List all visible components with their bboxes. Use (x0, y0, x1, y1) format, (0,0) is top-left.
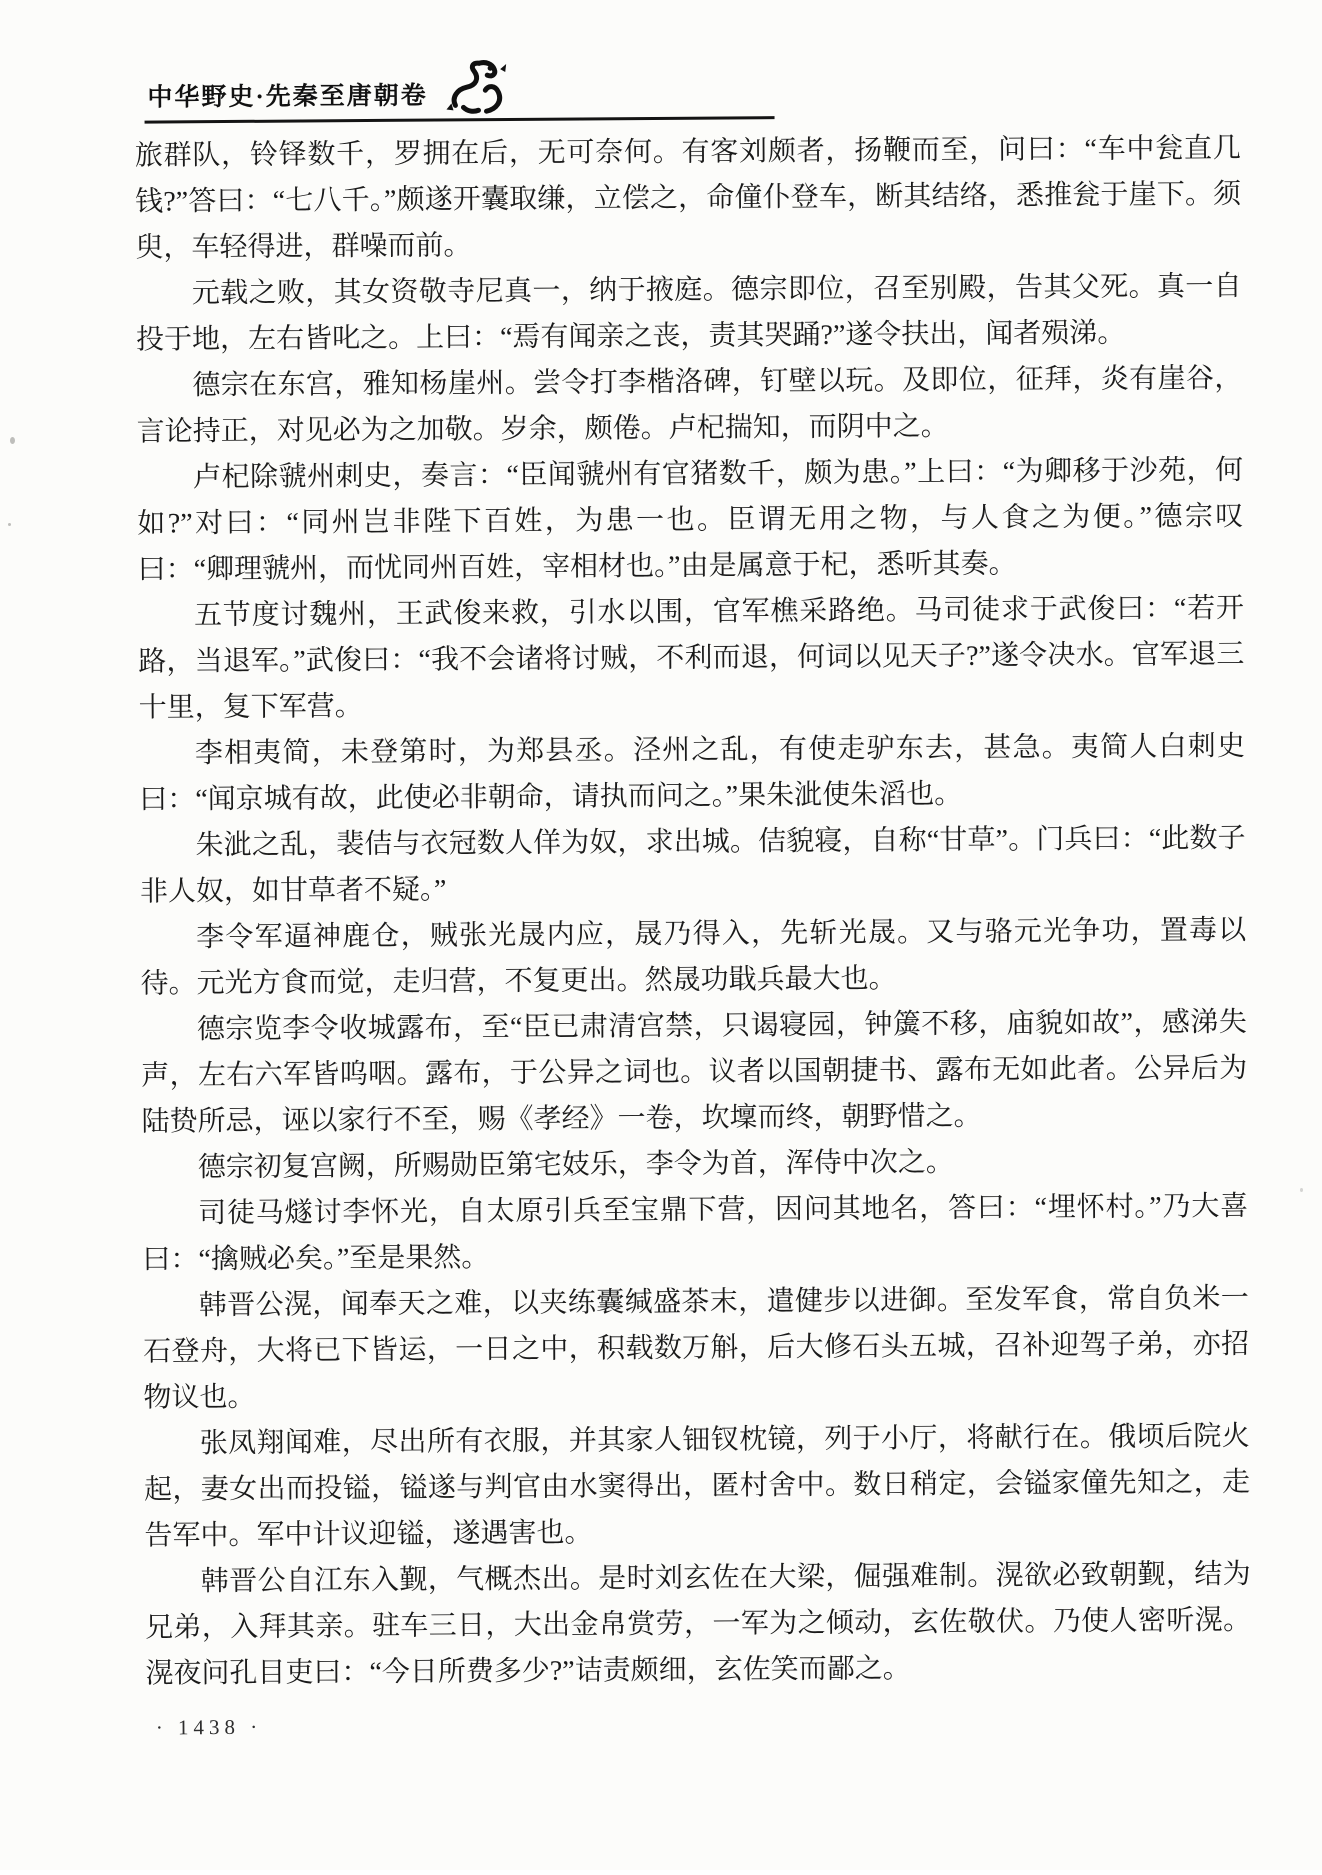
page-header (147, 69, 508, 120)
scan-speck (10, 437, 15, 444)
paragraph: 韩晋公滉，闻奉天之难，以夹练囊缄盛茶末，遣健步以进御。至发军食，常自负米一石登舟，大将已下皆运，一日之中，积载数万斛，后大修石头五城，召补迎驾子弟，亦招物议也。 (143, 1282, 1250, 1414)
paragraph: 德宗初复宫阙，所赐勋臣第宅妓乐，李令为首，浑侍中次之。 (197, 1146, 954, 1184)
scan-speck (8, 523, 11, 526)
paragraph: 旅群队，铃铎数千，罗拥在后，无可奈何。有客刘颇者，扬鞭而至，问曰：“车中瓮直几钱?”答曰：“七八千。”颇遂开囊取缣，立偿之，命僮仆登车，断其结络，悉推瓮于崖下。须臾，车轻得进，群噪而前。 (134, 132, 1242, 264)
paragraph: 元载之败，其女资敬寺尼真一，纳于掖庭。德宗即位，召至别殿，告其父死。真一自投于地，左右皆叱之。上曰：“焉有闻亲之丧，责其哭踊?”遂令扶出，闻者殒涕。 (135, 270, 1242, 356)
paragraph: 朱泚之乱，裴佶与衣冠数人佯为奴，求出城。佶貌寝，自称“甘草”。门兵曰：“此数子非人奴，如甘草者不疑。” (139, 822, 1246, 908)
page-number: · 1438 · (155, 1714, 263, 1740)
paragraph: 五节度讨魏州，王武俊来救，引水以围，官军樵采路绝。马司徒求于武俊曰：“若开路，当退军。”武俊曰：“我不会诸将讨贼，不利而退，何词以见天子?”遂令决水。官军退三十里，复下军营。 (138, 592, 1245, 724)
dragon-logo-icon (443, 59, 507, 117)
paragraph: 韩晋公自江东入觐，气概杰出。是时刘玄佐在大梁，倔强难制。滉欲必致朝觐，结为兄弟，入拜其亲。驻车三日，大出金帛赏劳，一军为之倾动，玄佐敬伏。乃使人密听滉。滉夜问孔目吏曰：“今日所费多少?”诘责颇细，玄佐笑而鄙之。 (144, 1558, 1252, 1690)
paragraph: 李令军逼神鹿仓，贼张光晟内应，晟乃得入，先斩光晟。又与骆元光争功，置毒以待。元光方食而觉，走归营，不复更出。然晟功戢兵最大也。 (140, 914, 1247, 1000)
paragraph: 德宗览李令收城露布，至“臣已肃清宫禁，只谒寝园，钟簴不移，庙貌如故”，感涕失声，左右六军皆呜咽。露布，于公异之词也。议者以国朝捷书、露布无如此者。公异后为陆贽所忌，诬以家行不至，赐《孝经》一卷，坎壈而终，朝野惜之。 (141, 1006, 1248, 1138)
paragraph: 李相夷简，未登第时，为郑县丞。泾州之乱，有使走驴东去，甚急。夷简人白刺史曰：“闻京城有故，此使必非朝命，请执而问之。”果朱泚使朱滔也。 (139, 730, 1246, 816)
scan-speck (1300, 1188, 1303, 1192)
paragraph: 张凤翔闻难，尽出所有衣服，并其家人钿钗枕镜，列于小厅，将献行在。俄顷后院火起，妻女出而投镒，镒遂与判官由水窦得出，匿村舍中。数日稍定，会镒家僮先知之，走告军中。军中计议迎镒，遂遇害也。 (143, 1420, 1251, 1552)
paragraph: 司徒马燧讨李怀光，自太原引兵至宝鼎下营，因问其地名，答曰：“埋怀村。”乃大喜曰：“擒贼必矣。”至是果然。 (142, 1190, 1249, 1276)
page-body (135, 126, 1252, 1698)
paragraph: 德宗在东宫，雅知杨崖州。尝令打李楷洛碑，钉壁以玩。及即位，征拜，炎有崖谷，言论持正，对见必为之加敬。岁余，颇倦。卢杞揣知，而阴中之。 (136, 362, 1243, 448)
paragraph: 卢杞除虢州刺史，奏言：“臣闻虢州有官猪数千，颇为患。”上曰：“为卿移于沙苑，何如?”对曰：“同州岂非陛下百姓，为患一也。臣谓无用之物，与人食之为便。”德宗叹曰：“卿理虢州，而忧同州百姓，宰相材也。”由是属意于杞，悉听其奏。 (137, 454, 1244, 586)
page-title: 中华野史·先秦至唐朝卷 (147, 82, 428, 112)
